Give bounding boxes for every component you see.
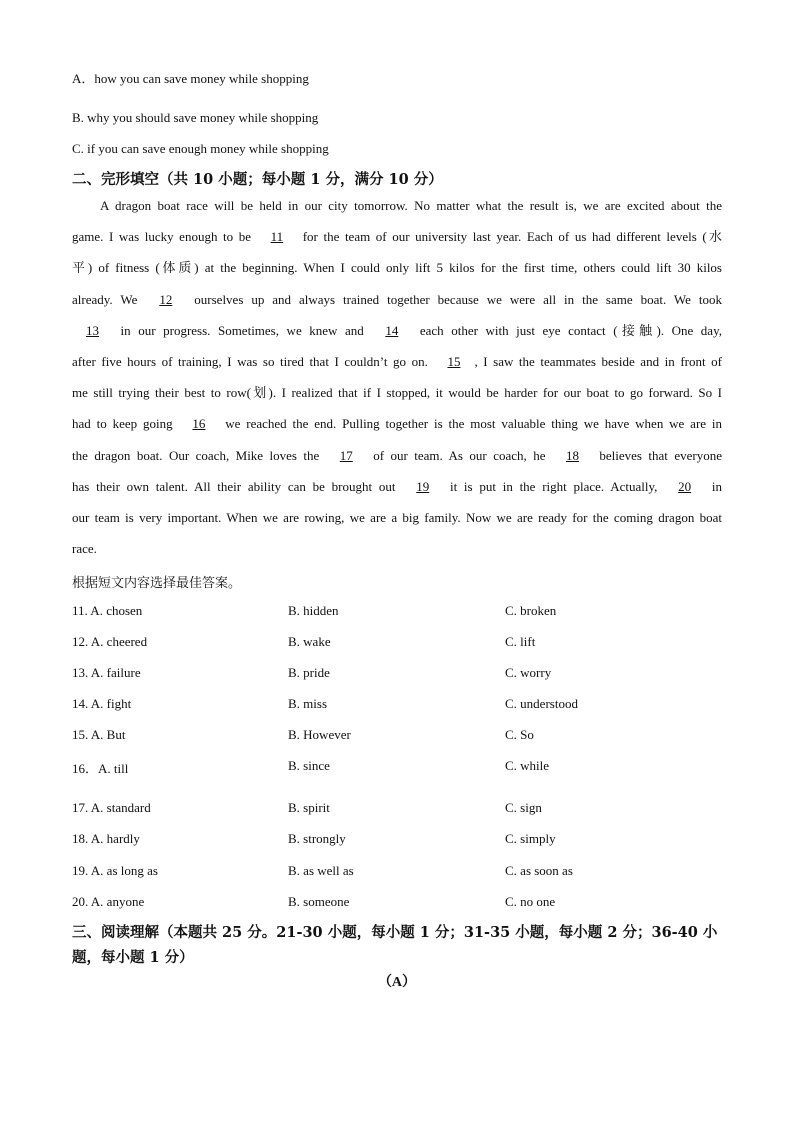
blank-19: 19 (416, 478, 430, 494)
option-b: B. someone (288, 894, 350, 909)
option-a: 18. A. hardly (72, 831, 140, 846)
passage-text: the dragon boat. Our coach, Mike loves the (72, 447, 326, 463)
option-a: A．how you can save money while shopping (72, 71, 309, 86)
blank-14: 14 (385, 322, 399, 338)
passage-text: our team is very important. When we are rowing, we are a big family. Now we are ready for the coming dragon boat (72, 509, 722, 525)
question-row (72, 727, 732, 747)
passage-text: for the team of our university last year. Each of us had different levels (水 (297, 229, 723, 245)
cloze-passage (72, 190, 722, 564)
question-row (72, 665, 732, 685)
option-c: C. as soon as (505, 863, 573, 878)
passage-text: ourselves up and always trained together because we were all in the same boat. We took (186, 291, 722, 307)
option-a: 12. A. cheered (72, 634, 148, 649)
question-row (72, 863, 732, 883)
blank-15: 15 (447, 353, 461, 369)
option-c: C. while (505, 758, 550, 773)
passage-a-label: （A） (377, 975, 417, 990)
blank-18: 18 (565, 447, 579, 463)
option-b: B. why you should save money while shopping (72, 110, 319, 125)
passage-text: already. We (72, 291, 146, 307)
passage-text: game. I was lucky enough to be (72, 229, 257, 245)
question-row (72, 831, 732, 851)
passage-line (72, 408, 722, 439)
passage-line (72, 190, 722, 221)
option-b: B. hidden (288, 603, 339, 618)
blank-12: 12 (159, 291, 173, 307)
question-row (72, 758, 732, 778)
passage-text: believes that everyone (592, 447, 723, 463)
passage-text: we reached the end. Pulling together is the most valuable thing we have when we are in (219, 416, 722, 432)
passage-text: 平) of fitness (体质) at the beginning. When I could only lift 5 kilos for the first time, others could lift 30 kilos (72, 260, 722, 276)
passage-line (72, 502, 722, 533)
passage-text: had to keep going (72, 416, 179, 432)
question-row (72, 634, 732, 654)
blank-13: 13 (86, 322, 99, 338)
question-row (72, 696, 732, 716)
passage-line (72, 221, 722, 252)
option-b: B. strongly (288, 831, 346, 846)
option-c: C. So (505, 727, 534, 742)
option-c: C. sign (505, 800, 542, 815)
option-c: C. no one (505, 894, 556, 909)
option-a: 13. A. failure (72, 665, 141, 680)
passage-text: each other with just eye contact (接触). One day, (412, 322, 722, 338)
option-b: B. wake (288, 634, 331, 649)
passage-text: in (705, 478, 722, 494)
option-c: C. lift (505, 634, 536, 649)
option-b: B. pride (288, 665, 330, 680)
passage-text: after five hours of training, I was so tired that I couldn’t go on. (72, 353, 434, 369)
passage-line (72, 440, 722, 471)
option-c: C. broken (505, 603, 557, 618)
section3-heading-line2: 题，每小题 1 分） (72, 949, 194, 966)
question-row (72, 603, 732, 623)
option-b: B. as well as (288, 863, 354, 878)
blank-16: 16 (192, 416, 206, 432)
option-a: 19. A. as long as (72, 863, 158, 878)
option-a: 14. A. fight (72, 696, 132, 711)
option-a: 11. A. chosen (72, 603, 143, 618)
passage-text: in our progress. Sometimes, we knew and (113, 322, 372, 338)
option-c: C. understood (505, 696, 578, 711)
question-row (72, 894, 732, 914)
option-a: 16．A. till (72, 761, 129, 776)
passage-line (72, 252, 722, 283)
passage-line (72, 471, 722, 502)
option-a: 17. A. standard (72, 800, 151, 815)
passage-text: A dragon boat race will be held in our city tomorrow. No matter what the result is, we are excited about the (100, 198, 722, 213)
option-b: B. since (288, 758, 330, 773)
passage-text: , I saw the teammates beside and in front of (474, 353, 722, 369)
option-a: 15. A. But (72, 727, 126, 742)
option-b: B. spirit (288, 800, 330, 815)
question-row (72, 800, 732, 820)
passage-line (72, 533, 722, 564)
blank-11: 11 (270, 229, 284, 245)
section3-heading-line1: 三、阅读理解（本题共 25 分。21-30 小题，每小题 1 分；31-35 小题，每小题 2 分；36-40 小 (72, 924, 718, 941)
blank-17: 17 (339, 447, 353, 463)
section2-heading: 二、完形填空（共 10 小题；每小题 1 分，满分 10 分） (72, 171, 443, 188)
passage-text: race. (72, 541, 97, 557)
passage-text: it is put in the right place. Actually, (443, 478, 665, 494)
option-b: B. miss (288, 696, 328, 711)
passage-line (72, 315, 722, 346)
option-b: B. However (288, 727, 351, 742)
option-c: C. worry (505, 665, 552, 680)
passage-text: me still trying their best to row(划). I realized that if I stopped, it would be harder for our boat to go forward. So I (72, 385, 722, 401)
blank-20: 20 (678, 478, 692, 494)
option-a: 20. A. anyone (72, 894, 145, 909)
option-c: C. simply (505, 831, 556, 846)
passage-line (72, 377, 722, 408)
option-c: C. if you can save enough money while shopping (72, 141, 329, 156)
instruction: 根据短文内容选择最佳答案。 (72, 575, 242, 590)
passage-line (72, 346, 722, 377)
passage-text: of our team. As our coach, he (366, 447, 552, 463)
passage-text: has their own talent. All their ability can be brought out (72, 478, 403, 494)
passage-line (72, 284, 722, 315)
